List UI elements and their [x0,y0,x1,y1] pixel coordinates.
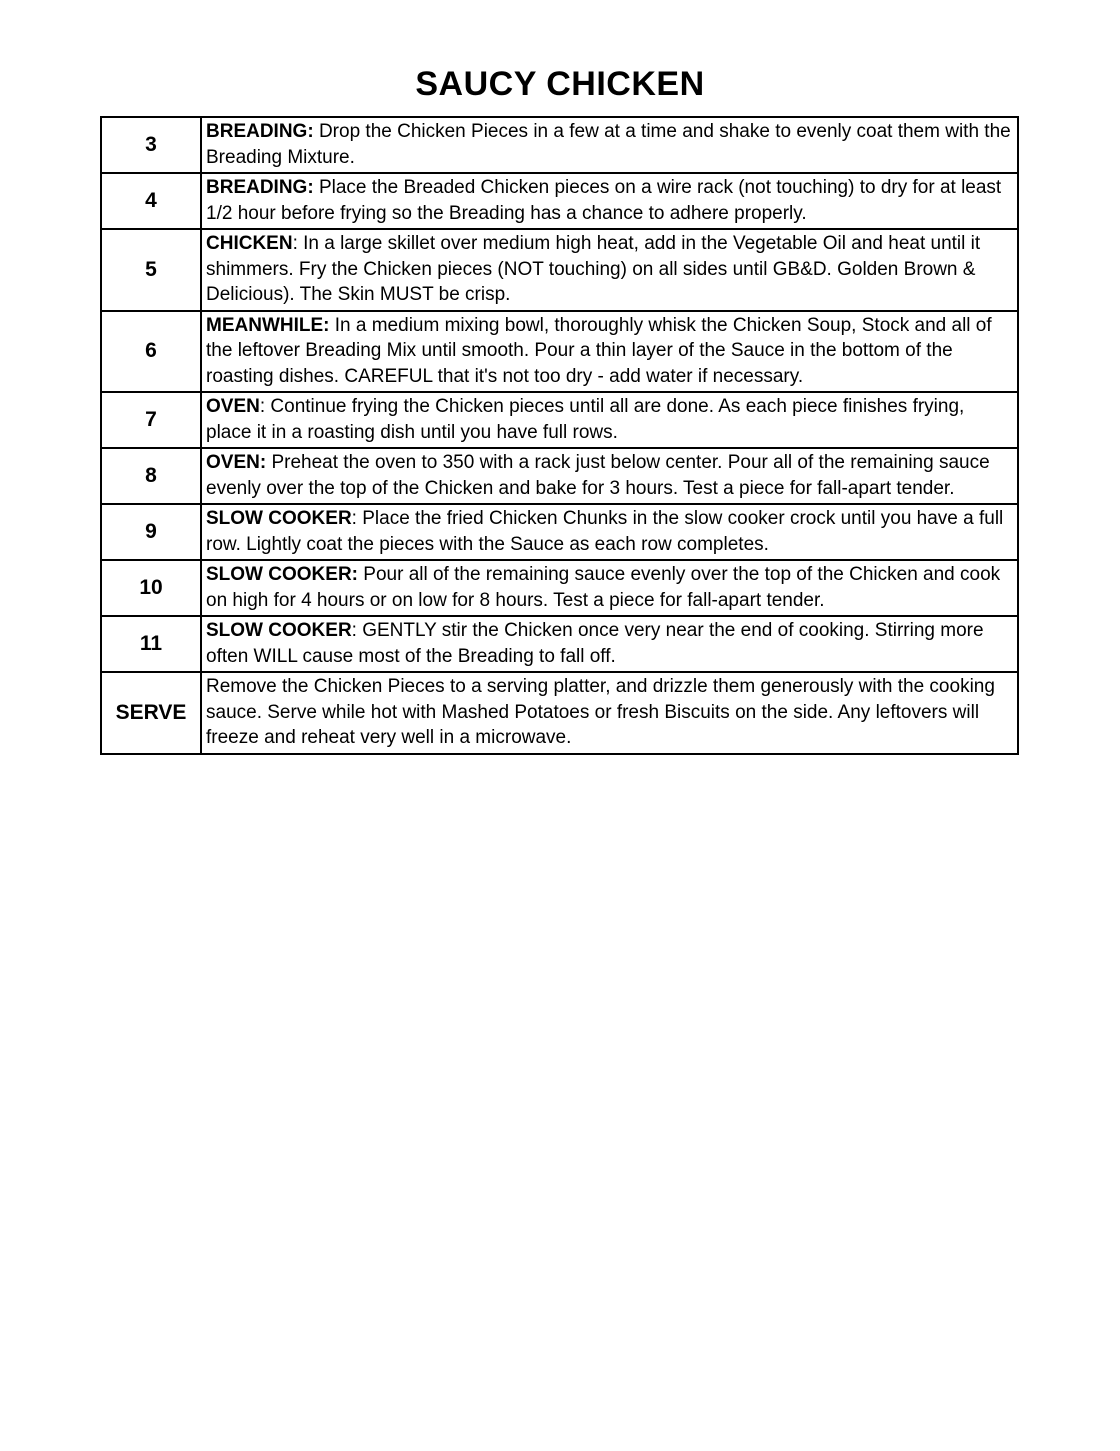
table-row [101,560,1018,616]
step-number-cell: 7 [101,392,201,448]
instruction-text: Preheat the oven to 350 with a rack just below center. Pour all of the remaining sauce evenly over the top of the Chicken and bake for 3 hours. Test a piece for fall-apart tender. [206,452,990,499]
table-row [101,392,1018,448]
instruction-text: In a medium mixing bowl, thoroughly whisk the Chicken Soup, Stock and all of the leftover Breading Mix until smooth. Pour a thin layer of the Sauce in the bottom of the roasting dishes. CAREFUL that it's not too dry - add water if necessary. [206,314,992,387]
instruction-bold-label: SLOW COOKER [206,508,352,529]
step-number-cell: 3 [101,117,201,173]
table-row [101,504,1018,560]
instruction-text: : GENTLY stir the Chicken once very near the end of cooking. Stirring more often WILL cause most of the Breading to fall off. [206,620,984,667]
table-row [101,229,1018,311]
instruction-cell [201,504,1018,560]
instruction-text: : Place the fried Chicken Chunks in the slow cooker crock until you have a full row. Lightly coat the pieces with the Sauce as each row completes. [206,508,1004,555]
page-title: SAUCY CHICKEN [415,65,705,103]
instruction-bold-label: OVEN [206,396,260,417]
instruction-cell [201,173,1018,229]
step-number-cell: 5 [101,229,201,311]
table-row [101,448,1018,504]
instruction-cell [201,229,1018,311]
step-number-cell: 9 [101,504,201,560]
instruction-bold-label: BREADING: [206,121,314,142]
instruction-bold-label: SLOW COOKER [206,620,352,641]
instruction-cell [201,392,1018,448]
table-row [101,616,1018,672]
recipe-steps-table [100,116,1019,755]
table-row [101,311,1018,393]
recipe-steps-body [101,117,1018,754]
step-number-cell: 4 [101,173,201,229]
instruction-bold-label: BREADING: [206,177,314,198]
step-number-cell: 8 [101,448,201,504]
instruction-text: Pour all of the remaining sauce evenly over the top of the Chicken and cook on high for 4 hours or on low for 8 hours. Test a piece for fall-apart tender. [206,564,1001,611]
instruction-cell [201,560,1018,616]
step-number-cell: 10 [101,560,201,616]
instruction-bold-label: SLOW COOKER: [206,564,358,585]
step-number-cell: SERVE [101,672,201,754]
instruction-cell [201,117,1018,173]
table-row [101,173,1018,229]
instruction-cell [201,672,1018,754]
instruction-cell [201,616,1018,672]
instruction-text: Remove the Chicken Pieces to a serving platter, and drizzle them generously with the cooking sauce. Serve while hot with Mashed Potatoes or fresh Biscuits on the side. Any leftovers will freeze and reheat very well in a microwave. [206,676,995,748]
table-row [101,672,1018,754]
instruction-text: Drop the Chicken Pieces in a few at a time and shake to evenly coat them with the Breading Mixture. [206,121,1011,168]
instruction-bold-label: MEANWHILE: [206,314,330,336]
step-number-cell: 11 [101,616,201,672]
instruction-cell [201,311,1018,393]
instruction-text: Place the Breaded Chicken pieces on a wire rack (not touching) to dry for at least 1/2 hour before frying so the Breading has a chance to adhere properly. [206,177,1002,224]
instruction-bold-label: OVEN: [206,452,267,473]
instruction-cell [201,448,1018,504]
table-row [101,117,1018,173]
instruction-text: : Continue frying the Chicken pieces until all are done. As each piece finishes frying, place it in a roasting dish until you have full rows. [206,396,965,443]
step-number-cell: 6 [101,311,201,393]
instruction-bold-label: CHICKEN [206,233,293,254]
instruction-text: : In a large skillet over medium high heat, add in the Vegetable Oil and heat until it shimmers. Fry the Chicken pieces (NOT touching) on all sides until GB&D. Golden Brown & Delicious). The Skin MUST be crisp. [206,233,981,305]
